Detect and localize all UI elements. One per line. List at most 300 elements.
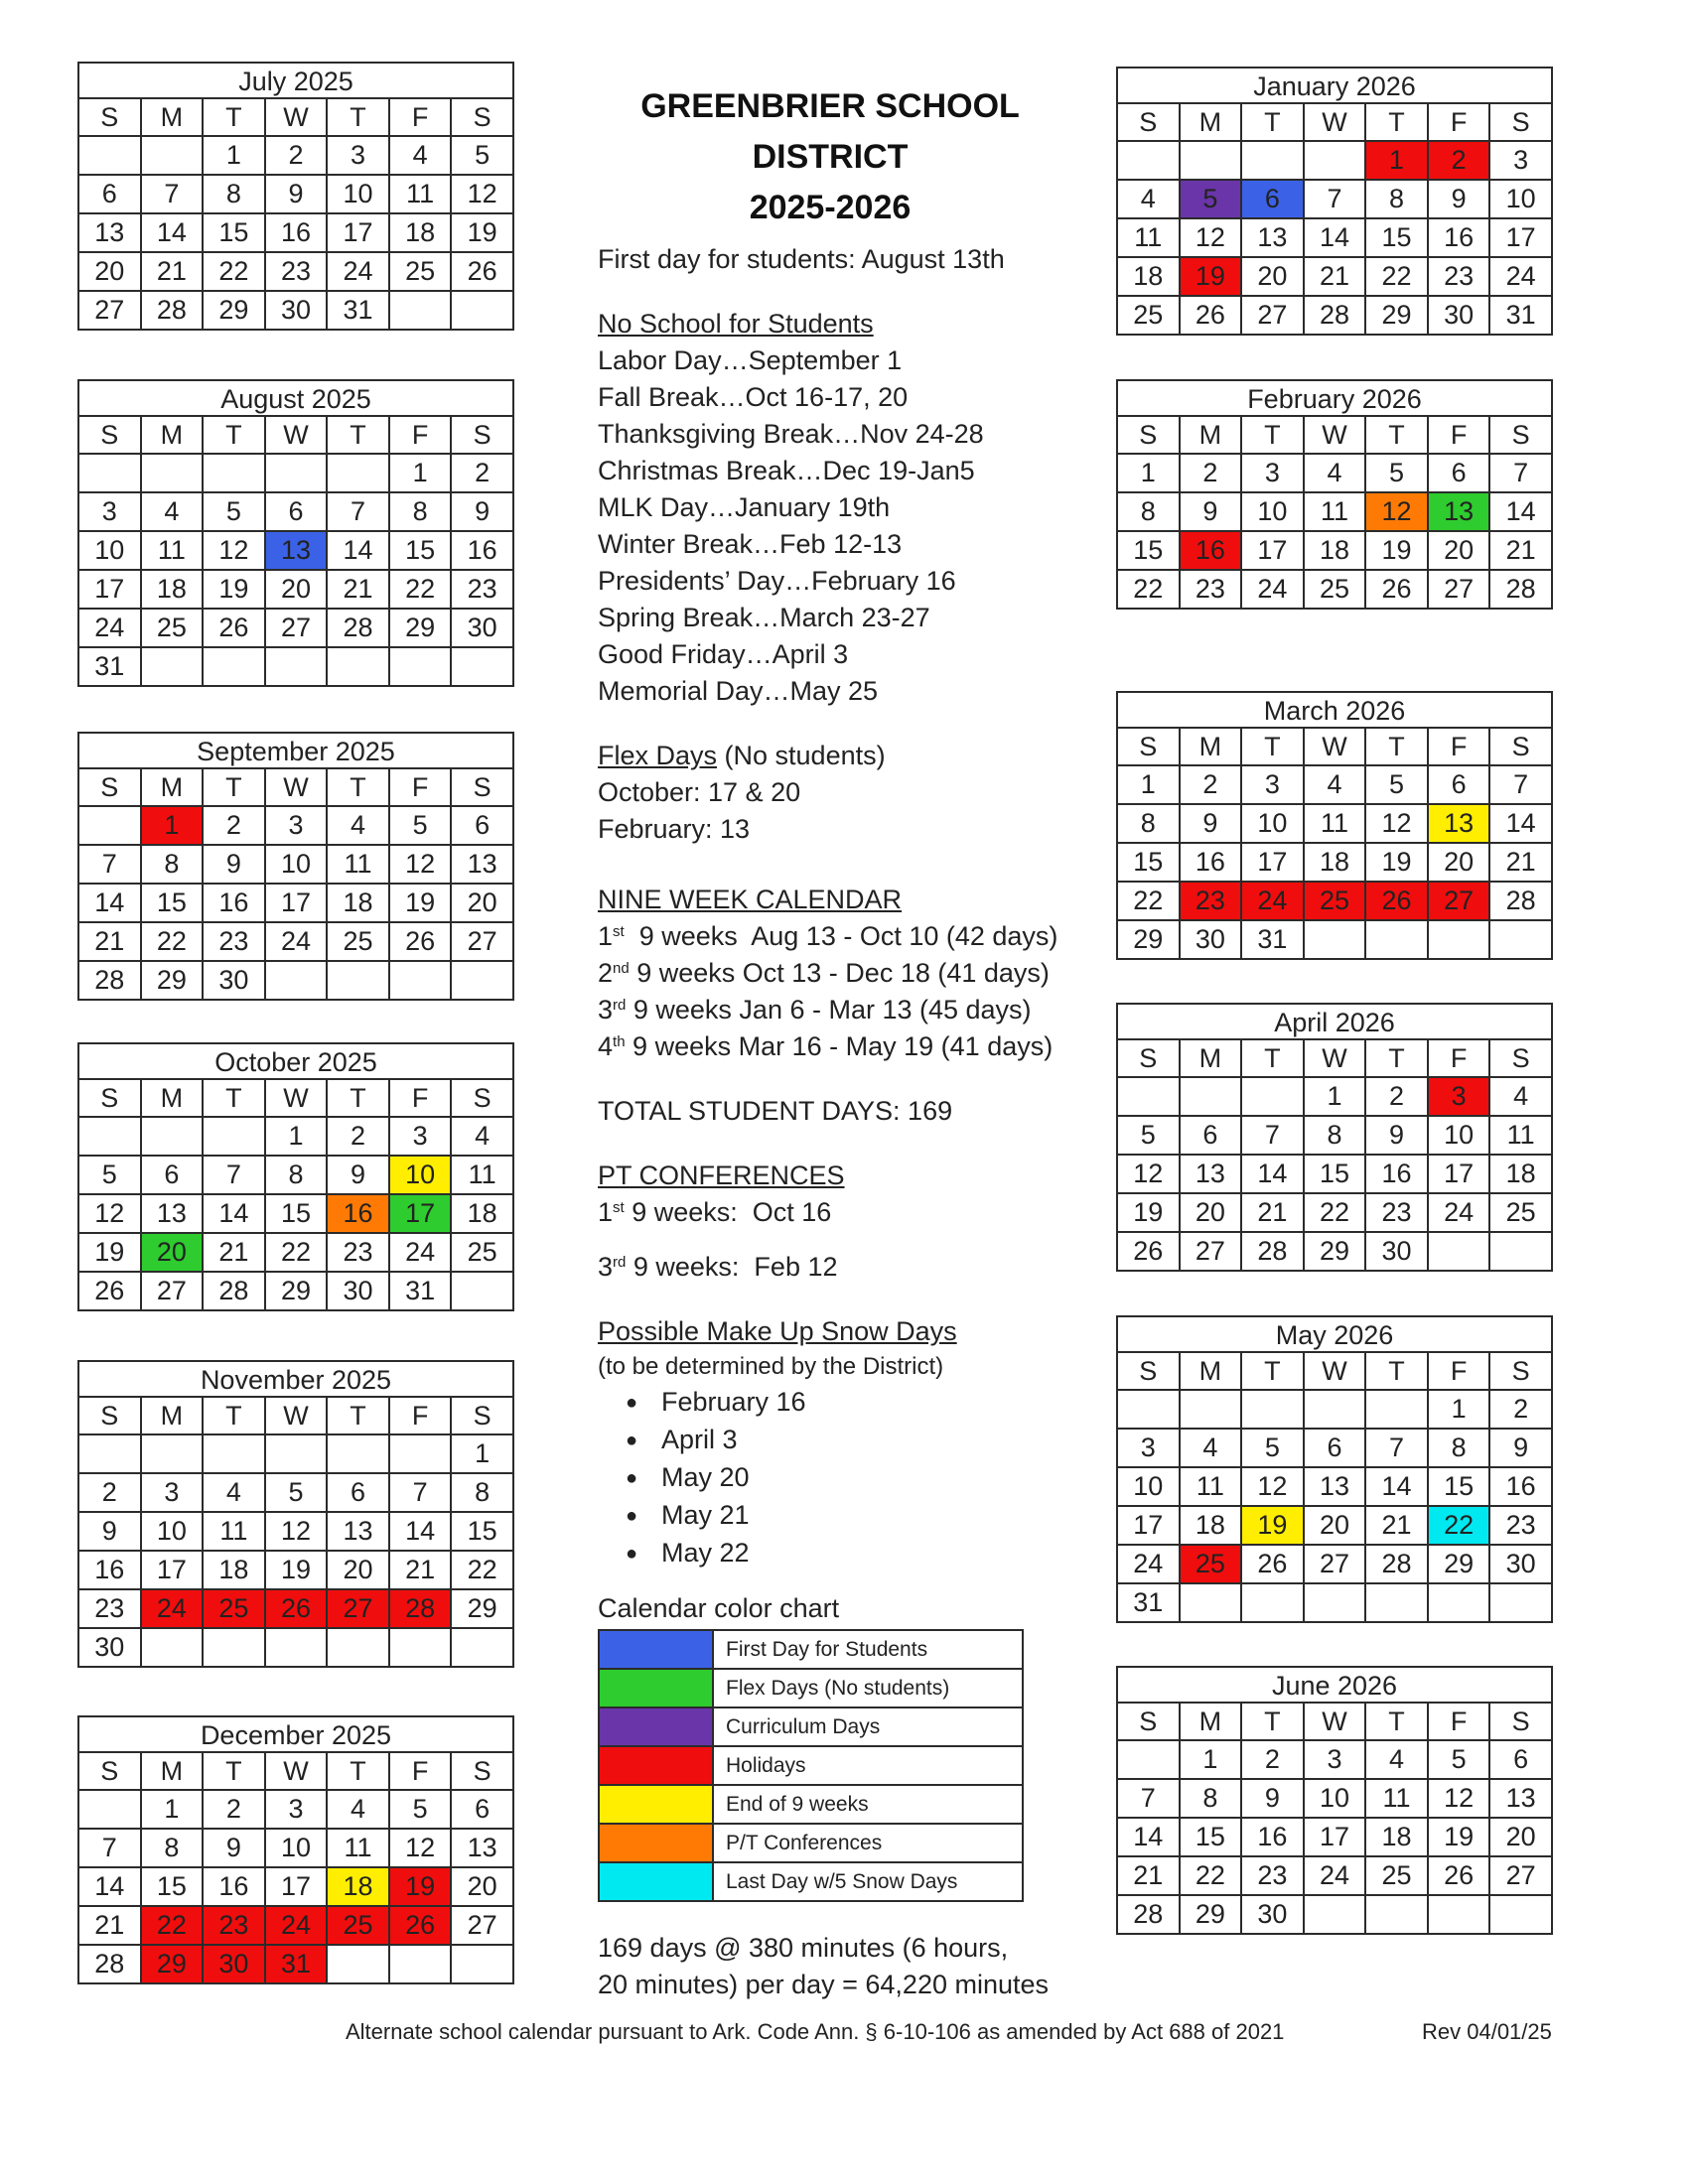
day-cell: 31	[327, 291, 389, 330]
month-calendar	[1116, 67, 1553, 336]
week-row	[78, 213, 513, 252]
weekday-label: S	[78, 98, 141, 136]
month-title: October 2025	[77, 1042, 514, 1078]
day-cell: 25	[389, 252, 452, 291]
day-cell: 2	[1489, 1390, 1552, 1429]
empty-day-cell	[265, 1434, 328, 1473]
day-cell: 26	[389, 1906, 452, 1945]
day-cell: 26	[451, 252, 513, 291]
row-text: 9 weeks Oct 13 - Dec 18 (41 days)	[629, 958, 1050, 988]
week-row	[1117, 1077, 1552, 1116]
flex-heading-note: (No students)	[717, 741, 886, 770]
month-title: February 2026	[1116, 379, 1553, 415]
day-cell: 2	[203, 1790, 265, 1829]
nine-week-row	[598, 992, 1074, 1028]
snow-days-list	[598, 1384, 1074, 1572]
weekday-label: T	[327, 1752, 389, 1790]
empty-day-cell	[78, 1790, 141, 1829]
day-cell: 13	[1241, 218, 1304, 257]
nine-week-list	[598, 918, 1074, 1065]
day-cell: 15	[265, 1194, 328, 1233]
day-cell: 27	[1241, 296, 1304, 335]
week-row	[1117, 218, 1552, 257]
empty-day-cell	[141, 1434, 204, 1473]
snow-day-item: ● May 22	[626, 1535, 1074, 1572]
legend-label: P/T Conferences	[713, 1824, 1023, 1862]
weekday-label: T	[1241, 416, 1304, 454]
weekday-label: S	[1117, 1039, 1180, 1077]
month-title: June 2026	[1116, 1666, 1553, 1702]
legend-row	[599, 1707, 1023, 1746]
day-cell: 27	[1489, 1856, 1552, 1895]
day-cell: 24	[1241, 882, 1304, 920]
week-row	[78, 1790, 513, 1829]
month-title: March 2026	[1116, 691, 1553, 727]
legend-row	[599, 1669, 1023, 1707]
day-cell: 20	[141, 1233, 204, 1272]
day-cell: 20	[1428, 531, 1490, 570]
no-school-item: Fall Break…Oct 16-17, 20	[598, 382, 909, 412]
month-calendar	[1116, 691, 1553, 960]
month-title: August 2025	[77, 379, 514, 415]
weekday-header-row	[1117, 1039, 1552, 1077]
empty-day-cell	[265, 647, 328, 686]
day-cell: 25	[1304, 570, 1366, 609]
day-cell: 10	[1304, 1779, 1366, 1818]
day-cell: 1	[1428, 1390, 1490, 1429]
day-cell: 2	[1428, 141, 1490, 180]
day-cell: 18	[389, 213, 452, 252]
day-cell: 21	[1304, 257, 1366, 296]
day-cell: 13	[1428, 492, 1490, 531]
day-cell: 1	[1304, 1077, 1366, 1116]
day-cell: 30	[203, 1945, 265, 1983]
week-row	[1117, 804, 1552, 843]
day-cell: 13	[451, 845, 513, 884]
day-cell: 17	[265, 1867, 328, 1906]
day-cell: 28	[389, 1589, 452, 1628]
day-cell: 23	[1241, 1856, 1304, 1895]
day-cell: 15	[1428, 1467, 1490, 1506]
day-cell: 7	[1241, 1116, 1304, 1155]
day-cell: 2	[451, 454, 513, 492]
pt-list	[598, 1194, 1074, 1286]
day-cell: 30	[78, 1628, 141, 1667]
day-cell: 30	[327, 1272, 389, 1310]
empty-day-cell	[327, 454, 389, 492]
day-cell: 16	[1180, 843, 1242, 882]
day-cell: 28	[78, 961, 141, 1000]
day-cell: 13	[265, 531, 328, 570]
day-cell: 12	[78, 1194, 141, 1233]
legend-swatch	[599, 1746, 713, 1785]
day-cell: 27	[327, 1589, 389, 1628]
day-cell: 5	[1117, 1116, 1180, 1155]
day-cell: 3	[1489, 141, 1552, 180]
day-cell: 26	[1365, 570, 1428, 609]
empty-day-cell	[78, 136, 141, 175]
day-cell: 28	[1365, 1545, 1428, 1583]
day-cell: 13	[141, 1194, 204, 1233]
empty-day-cell	[1117, 1390, 1180, 1429]
empty-day-cell	[1241, 1390, 1304, 1429]
empty-day-cell	[327, 961, 389, 1000]
day-cell: 27	[265, 609, 328, 647]
week-row	[1117, 1895, 1552, 1934]
day-cell: 12	[1180, 218, 1242, 257]
week-row	[1117, 296, 1552, 335]
legend-swatch	[599, 1707, 713, 1746]
week-row	[1117, 180, 1552, 218]
no-school-item: Christmas Break…Dec 19-Jan5	[598, 456, 975, 485]
day-cell: 19	[1365, 531, 1428, 570]
week-row	[1117, 1232, 1552, 1271]
day-cell: 13	[451, 1829, 513, 1867]
day-cell: 9	[1241, 1779, 1304, 1818]
weekday-label: S	[1489, 416, 1552, 454]
weekday-label: M	[141, 1752, 204, 1790]
weekday-label: W	[1304, 416, 1366, 454]
weekday-label: M	[141, 1397, 204, 1434]
day-cell: 19	[78, 1233, 141, 1272]
empty-day-cell	[265, 454, 328, 492]
month-title: December 2025	[77, 1715, 514, 1751]
month-calendar	[77, 1042, 514, 1311]
empty-day-cell	[1489, 1232, 1552, 1271]
weekday-label: S	[78, 1397, 141, 1434]
weekday-header-row	[78, 1397, 513, 1434]
empty-day-cell	[327, 647, 389, 686]
week-row	[78, 175, 513, 213]
day-cell: 6	[327, 1473, 389, 1512]
weekday-header-row	[78, 1079, 513, 1117]
day-cell: 16	[451, 531, 513, 570]
day-cell: 12	[1428, 1779, 1490, 1818]
empty-day-cell	[1304, 1390, 1366, 1429]
weekday-label: T	[1365, 1703, 1428, 1740]
snow-day-item: ● May 20	[626, 1459, 1074, 1497]
day-cell: 3	[1241, 765, 1304, 804]
weekday-label: W	[265, 98, 328, 136]
day-cell: 3	[1304, 1740, 1366, 1779]
ordinal-number: 1	[598, 921, 614, 951]
weekday-label: F	[1428, 1352, 1490, 1390]
empty-day-cell	[327, 1628, 389, 1667]
week-row	[78, 570, 513, 609]
day-cell: 23	[265, 252, 328, 291]
weekday-label: T	[327, 768, 389, 806]
empty-day-cell	[265, 961, 328, 1000]
day-cell: 13	[1428, 804, 1490, 843]
day-cell: 1	[265, 1117, 328, 1156]
day-cell: 12	[1365, 804, 1428, 843]
day-cell: 23	[1365, 1193, 1428, 1232]
day-cell: 30	[1428, 296, 1490, 335]
day-cell: 24	[1304, 1856, 1366, 1895]
day-cell: 6	[1180, 1116, 1242, 1155]
day-cell: 19	[389, 1867, 452, 1906]
day-cell: 14	[327, 531, 389, 570]
day-cell: 6	[141, 1156, 204, 1194]
day-cell: 19	[203, 570, 265, 609]
legend-title: Calendar color chart	[598, 1593, 840, 1623]
weekday-label: S	[451, 1752, 513, 1790]
day-cell: 1	[1117, 454, 1180, 492]
day-cell: 19	[1180, 257, 1242, 296]
empty-day-cell	[78, 1434, 141, 1473]
day-cell: 23	[1180, 882, 1242, 920]
day-cell: 2	[1180, 765, 1242, 804]
weekday-label: W	[1304, 1039, 1366, 1077]
month-title: November 2025	[77, 1360, 514, 1396]
day-cell: 26	[203, 609, 265, 647]
weekday-header-row	[1117, 728, 1552, 765]
weekday-label: S	[1489, 103, 1552, 141]
empty-day-cell	[1241, 141, 1304, 180]
day-cell: 12	[203, 531, 265, 570]
day-cell: 14	[389, 1512, 452, 1551]
color-legend	[598, 1629, 1024, 1902]
day-cell: 17	[141, 1551, 204, 1589]
legend-swatch	[599, 1785, 713, 1824]
day-cell: 18	[1304, 843, 1366, 882]
week-row	[78, 1434, 513, 1473]
day-cell: 30	[1489, 1545, 1552, 1583]
snow-days-heading: Possible Make Up Snow Days	[598, 1316, 957, 1346]
flex-line: October: 17 & 20	[598, 777, 801, 807]
day-cell: 11	[141, 531, 204, 570]
day-cell: 6	[1304, 1429, 1366, 1467]
day-cell: 21	[203, 1233, 265, 1272]
day-cell: 20	[1428, 843, 1490, 882]
day-cell: 27	[78, 291, 141, 330]
empty-day-cell	[1428, 1895, 1490, 1934]
week-row	[78, 884, 513, 922]
day-cell: 21	[141, 252, 204, 291]
nine-week-heading: NINE WEEK CALENDAR	[598, 885, 903, 914]
day-cell: 12	[451, 175, 513, 213]
day-cell: 7	[389, 1473, 452, 1512]
day-cell: 10	[265, 845, 328, 884]
weekday-label: S	[451, 768, 513, 806]
day-cell: 10	[1428, 1116, 1490, 1155]
day-cell: 31	[1241, 920, 1304, 959]
weekday-label: T	[203, 1752, 265, 1790]
day-cell: 25	[327, 922, 389, 961]
empty-day-cell	[389, 291, 452, 330]
empty-day-cell	[1304, 141, 1366, 180]
day-cell: 21	[327, 570, 389, 609]
day-cell: 24	[1489, 257, 1552, 296]
day-cell: 26	[265, 1589, 328, 1628]
weekday-label: T	[327, 1397, 389, 1434]
pt-conferences-heading: PT CONFERENCES	[598, 1160, 845, 1190]
weekday-label: S	[451, 416, 513, 454]
day-cell: 11	[1489, 1116, 1552, 1155]
day-cell: 3	[327, 136, 389, 175]
day-cell: 12	[1241, 1467, 1304, 1506]
weekday-label: S	[1489, 728, 1552, 765]
day-cell: 14	[1117, 1818, 1180, 1856]
day-cell: 7	[141, 175, 204, 213]
empty-day-cell	[389, 1945, 452, 1983]
week-row	[1117, 882, 1552, 920]
day-cell: 17	[389, 1194, 452, 1233]
day-cell: 10	[1241, 492, 1304, 531]
day-cell: 21	[78, 1906, 141, 1945]
day-cell: 8	[265, 1156, 328, 1194]
day-cell: 24	[78, 609, 141, 647]
day-cell: 1	[1117, 765, 1180, 804]
day-cell: 17	[78, 570, 141, 609]
weekday-label: S	[78, 416, 141, 454]
day-cell: 18	[1365, 1818, 1428, 1856]
day-cell: 4	[327, 1790, 389, 1829]
day-cell: 19	[389, 884, 452, 922]
weekday-label: W	[1304, 728, 1366, 765]
day-cell: 8	[203, 175, 265, 213]
day-cell: 24	[265, 922, 328, 961]
day-cell: 23	[1180, 570, 1242, 609]
day-cell: 26	[1180, 296, 1242, 335]
minutes-line: 20 minutes) per day = 64,220 minutes	[598, 1970, 1050, 1999]
week-row	[1117, 454, 1552, 492]
day-cell: 7	[327, 492, 389, 531]
day-cell: 22	[1117, 882, 1180, 920]
minutes-line: 169 days @ 380 minutes (6 hours,	[598, 1933, 1009, 1963]
weekday-label: S	[78, 1752, 141, 1790]
day-cell: 28	[1117, 1895, 1180, 1934]
day-cell: 2	[1180, 454, 1242, 492]
day-cell: 15	[1365, 218, 1428, 257]
day-cell: 11	[1365, 1779, 1428, 1818]
day-cell: 30	[265, 291, 328, 330]
day-cell: 7	[78, 1829, 141, 1867]
ordinal-suffix: nd	[613, 960, 630, 977]
day-cell: 5	[389, 1790, 452, 1829]
day-cell: 2	[1365, 1077, 1428, 1116]
month-title: January 2026	[1116, 67, 1553, 102]
empty-day-cell	[1117, 1077, 1180, 1116]
empty-day-cell	[451, 1628, 513, 1667]
day-cell: 11	[389, 175, 452, 213]
ordinal-number: 2	[598, 958, 614, 988]
weekday-header-row	[1117, 416, 1552, 454]
empty-day-cell	[141, 1117, 204, 1156]
weekday-label: S	[1489, 1352, 1552, 1390]
day-cell: 24	[389, 1233, 452, 1272]
day-cell: 29	[1117, 920, 1180, 959]
title-line-3: 2025-2026	[749, 189, 912, 226]
month-calendar	[1116, 1003, 1553, 1272]
week-row	[78, 1829, 513, 1867]
day-cell: 9	[203, 845, 265, 884]
row-text: 9 weeks Mar 16 - May 19 (41 days)	[625, 1031, 1054, 1061]
day-cell: 27	[451, 922, 513, 961]
empty-day-cell	[389, 1434, 452, 1473]
day-cell: 9	[1180, 492, 1242, 531]
day-cell: 17	[1489, 218, 1552, 257]
day-cell: 4	[1304, 765, 1366, 804]
week-row	[78, 1551, 513, 1589]
day-cell: 22	[1117, 570, 1180, 609]
day-cell: 5	[1365, 454, 1428, 492]
day-cell: 24	[265, 1906, 328, 1945]
day-cell: 15	[203, 213, 265, 252]
day-cell: 15	[1304, 1155, 1366, 1193]
weekday-label: W	[265, 416, 328, 454]
day-cell: 21	[1241, 1193, 1304, 1232]
day-cell: 4	[1489, 1077, 1552, 1116]
snow-days-note: (to be determined by the District)	[598, 1353, 944, 1380]
weekday-label: W	[265, 1079, 328, 1117]
weekday-label: F	[1428, 1703, 1490, 1740]
weekday-label: W	[265, 1752, 328, 1790]
week-row	[78, 1628, 513, 1667]
week-row	[1117, 1779, 1552, 1818]
day-cell: 21	[1117, 1856, 1180, 1895]
day-cell: 23	[327, 1233, 389, 1272]
day-cell: 7	[1489, 454, 1552, 492]
empty-day-cell	[1365, 1583, 1428, 1622]
day-cell: 20	[451, 1867, 513, 1906]
empty-day-cell	[1365, 1390, 1428, 1429]
empty-day-cell	[1428, 1232, 1490, 1271]
day-cell: 16	[265, 213, 328, 252]
day-cell: 31	[389, 1272, 452, 1310]
legend-swatch	[599, 1824, 713, 1862]
week-row	[1117, 765, 1552, 804]
week-row	[78, 961, 513, 1000]
day-cell: 19	[451, 213, 513, 252]
day-cell: 11	[1304, 492, 1366, 531]
empty-day-cell	[141, 647, 204, 686]
weekday-label: S	[451, 98, 513, 136]
day-cell: 25	[1489, 1193, 1552, 1232]
week-row	[1117, 1116, 1552, 1155]
ordinal-number: 1	[598, 1197, 614, 1227]
week-row	[78, 1512, 513, 1551]
weekday-label: S	[78, 768, 141, 806]
weekday-label: F	[389, 416, 452, 454]
empty-day-cell	[78, 1117, 141, 1156]
day-cell: 1	[1180, 1740, 1242, 1779]
day-cell: 9	[265, 175, 328, 213]
title-line-2: DISTRICT	[752, 138, 909, 176]
weekday-label: F	[389, 1079, 452, 1117]
day-cell: 8	[1365, 180, 1428, 218]
day-cell: 3	[141, 1473, 204, 1512]
day-cell: 16	[327, 1194, 389, 1233]
day-cell: 13	[78, 213, 141, 252]
no-school-heading: No School for Students	[598, 309, 874, 339]
empty-day-cell	[451, 647, 513, 686]
day-cell: 11	[451, 1156, 513, 1194]
week-row	[1117, 1545, 1552, 1583]
empty-day-cell	[1489, 1895, 1552, 1934]
weekday-header-row	[78, 768, 513, 806]
day-cell: 18	[327, 1867, 389, 1906]
day-cell: 21	[1365, 1506, 1428, 1545]
day-cell: 17	[1304, 1818, 1366, 1856]
day-cell: 22	[389, 570, 452, 609]
day-cell: 24	[1241, 570, 1304, 609]
day-cell: 26	[1241, 1545, 1304, 1583]
empty-day-cell	[203, 1117, 265, 1156]
week-row	[78, 454, 513, 492]
weekday-label: T	[1241, 1039, 1304, 1077]
day-cell: 24	[141, 1589, 204, 1628]
